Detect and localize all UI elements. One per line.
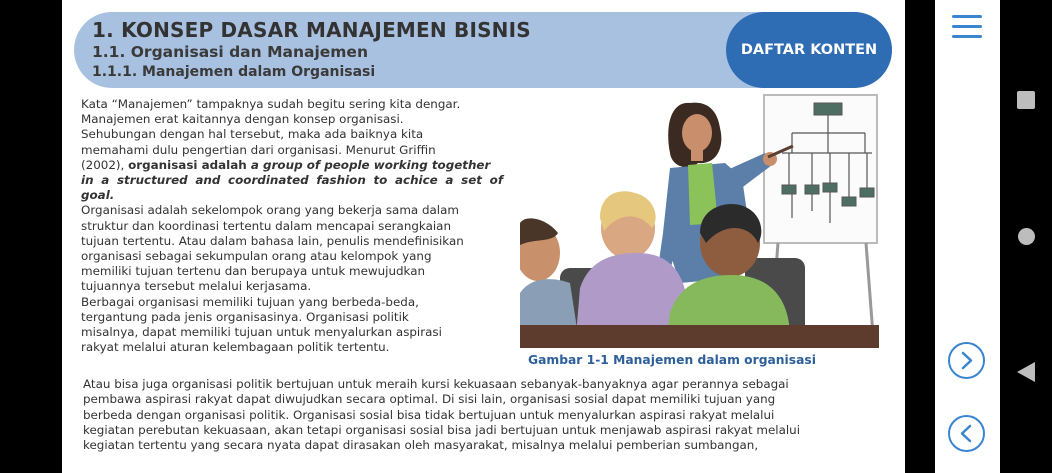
griffin-definition-line [81,158,503,173]
text-line: Organisasi adalah sekelompok orang yang bekerja sama dalam [81,203,459,218]
text-line: Berbagai organisasi memiliki tujuan yang berbeda-beda, [81,294,419,309]
intro-paragraph [81,97,503,355]
text-line: organisasi sebagai sekumpulan orang atau kelompok yang [81,249,432,264]
chevron-right-icon [950,344,983,377]
android-navigation-bar [1000,0,1052,473]
text-line: tujuannya tersebut melalui kerjasama. [81,279,312,294]
text-fragment: (2002), [81,157,129,172]
text-line: memiliki tujuan tertenu dan berupaya untuk mewujudkan [81,264,426,279]
text-line: tergantung pada jenis organisasinya. Organisasi politik [81,309,409,324]
definition-bold: organisasi adalah [128,157,251,172]
subsection-title: 1.1.1. Manajemen dalam Organisasi [92,64,376,80]
previous-page-button[interactable] [948,415,985,452]
text-line: kegiatan perebutan kekuasaan, akan tetapi organisasi sosial bisa jadi bertujuan untuk menjawab aspirasi rakyat melalui [83,422,801,437]
definition-quote: a group of people working together [250,157,491,172]
text-line: berbeda dengan organisasi politik. Organisasi sosial bisa tidak bertujuan untuk menyalurkan aspirasi rakyat melalui [83,407,775,422]
body-paragraph [83,377,888,453]
next-page-button[interactable] [948,342,985,379]
book-page [62,0,905,473]
text-line: misalnya, dapat memiliki tujuan untuk menyalurkan aspirasi [81,325,442,340]
text-line: rakyat melalui aturan kelembagaan politik tertentu. [81,340,390,355]
hamburger-menu-icon[interactable] [952,15,982,39]
text-line: Sehubungan dengan hal tersebut, maka ada baiknya kita [81,127,424,142]
chapter-title: 1. KONSEP DASAR MANAJEMEN BISNIS [92,18,531,42]
chevron-left-icon [950,417,983,450]
text-line: kegiatan tertentu yang secara nyata dapat dirasakan oleh masyarakat, misalnya melalui pemberian sumbangan, [83,438,759,453]
section-title: 1.1. Organisasi dan Manajemen [92,43,368,61]
text-line: Manajemen erat kaitannya dengan konsep organisasi. [81,112,404,127]
reader-sidebar [935,0,1000,473]
text-line: tujuan tertentu. Atau dalam bahasa lain, penulis mendefinisikan [81,233,464,248]
text-line: memahami dulu pengertian dari organisasi. Menurut Griffin [81,142,436,157]
recent-apps-button[interactable] [1017,91,1035,109]
back-button[interactable] [1017,362,1035,382]
figure-caption: Gambar 1-1 Manajemen dalam organisasi [528,353,816,367]
management-illustration [520,93,879,348]
definition-quote-continued: in a structured and coordinated fashion to achice a set of goal. [81,173,503,203]
text-line: Atau bisa juga organisasi politik bertujuan untuk meraih kursi kekuasaan sebanyak-banyaknya agar perannya sebagai [83,377,789,391]
table-of-contents-button[interactable]: DAFTAR KONTEN [726,12,892,88]
home-button[interactable] [1018,228,1035,245]
text-line: pembawa aspirasi rakyat dapat diwujudkan secara optimal. Di sisi lain, organisasi sosial dapat memiliki tujuan yang [83,392,776,407]
text-line: struktur dan koordinasi tertentu dalam mencapai serangkaian [81,218,452,233]
text-line: Kata “Manajemen” tampaknya sudah begitu sering kita dengar. [81,97,461,111]
